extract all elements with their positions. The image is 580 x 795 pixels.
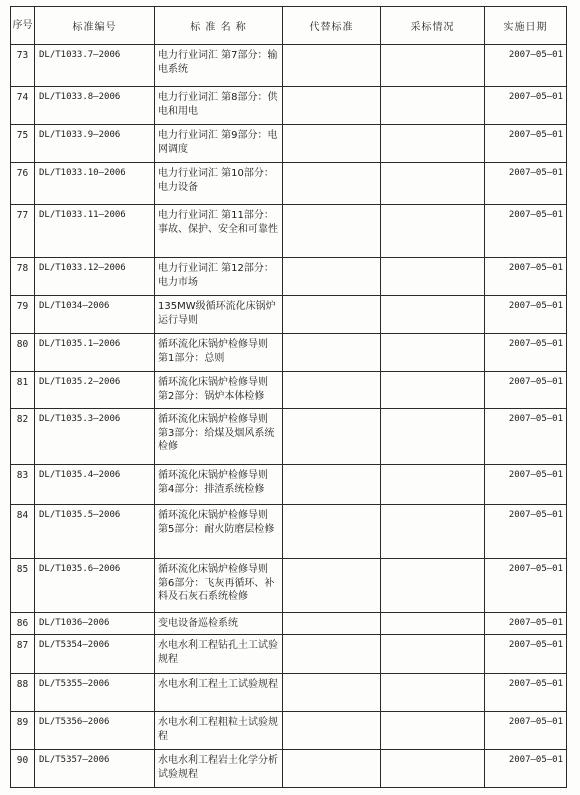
- standard-code: DL/T1033.10—2006: [35, 163, 155, 205]
- adoption-status: [381, 205, 485, 258]
- adoption-status: [381, 465, 485, 505]
- table-row: [11, 125, 567, 163]
- standard-code: DL/T1033.8—2006: [35, 87, 155, 125]
- standard-name: 循环流化床锅炉检修导则 第2部分：锅炉本体检修: [155, 372, 283, 409]
- standard-code: DL/T1035.2—2006: [35, 372, 155, 409]
- table-row: [11, 712, 567, 750]
- row-number: 77: [11, 205, 35, 258]
- standard-name: 水电水利工程钻孔土工试验规程: [155, 635, 283, 674]
- standard-code: DL/T1033.12—2006: [35, 258, 155, 296]
- standard-name: 电力行业词汇 第11部分：事故、保护、安全和可靠性: [155, 205, 283, 258]
- header-code: 标准编号: [35, 7, 155, 45]
- effective-date: 2007—05—01: [485, 372, 567, 409]
- standard-name: 循环流化床锅炉检修导则 第4部分：排渣系统检修: [155, 465, 283, 505]
- effective-date: 2007—05—01: [485, 613, 567, 635]
- row-number: 88: [11, 674, 35, 712]
- adoption-status: [381, 45, 485, 87]
- standard-code: DL/T1036—2006: [35, 613, 155, 635]
- table-row: [11, 750, 567, 788]
- row-number: 73: [11, 45, 35, 87]
- effective-date: 2007—05—01: [485, 712, 567, 750]
- standard-name: 水电水利工程粗粒土试验规程: [155, 712, 283, 750]
- table-row: [11, 465, 567, 505]
- effective-date: 2007—05—01: [485, 87, 567, 125]
- table-row: [11, 45, 567, 87]
- standard-name: 循环流化床锅炉检修导则 第1部分：总则: [155, 334, 283, 372]
- standard-code: DL/T1035.6—2006: [35, 559, 155, 613]
- adoption-status: [381, 163, 485, 205]
- table-row: [11, 635, 567, 674]
- row-number: 79: [11, 296, 35, 334]
- adoption-status: [381, 87, 485, 125]
- standard-name: 水电水利工程土工试验规程: [155, 674, 283, 712]
- standard-code: DL/T5354—2006: [35, 635, 155, 674]
- standard-name: 电力行业词汇 第8部分：供电和用电: [155, 87, 283, 125]
- table-header: [11, 7, 567, 45]
- standard-code: DL/T1033.9—2006: [35, 125, 155, 163]
- effective-date: 2007—05—01: [485, 505, 567, 559]
- row-number: 74: [11, 87, 35, 125]
- standard-name: 水电水利工程岩土化学分析试验规程: [155, 750, 283, 788]
- effective-date: 2007—05—01: [485, 559, 567, 613]
- effective-date: 2007—05—01: [485, 750, 567, 788]
- replaced-standard: [283, 258, 381, 296]
- effective-date: 2007—05—01: [485, 125, 567, 163]
- replaced-standard: [283, 635, 381, 674]
- standard-code: DL/T1035.3—2006: [35, 409, 155, 465]
- effective-date: 2007—05—01: [485, 334, 567, 372]
- adoption-status: [381, 635, 485, 674]
- standard-code: DL/T1035.1—2006: [35, 334, 155, 372]
- effective-date: 2007—05—01: [485, 205, 567, 258]
- adoption-status: [381, 505, 485, 559]
- adoption-status: [381, 296, 485, 334]
- effective-date: 2007—05—01: [485, 674, 567, 712]
- effective-date: 2007—05—01: [485, 635, 567, 674]
- standard-name: 135MW级循环流化床锅炉运行导则: [155, 296, 283, 334]
- table-row: [11, 372, 567, 409]
- table-row: [11, 334, 567, 372]
- effective-date: 2007—05—01: [485, 258, 567, 296]
- table-row: [11, 674, 567, 712]
- table-row: [11, 163, 567, 205]
- replaced-standard: [283, 45, 381, 87]
- effective-date: 2007—05—01: [485, 45, 567, 87]
- standard-code: DL/T5355—2006: [35, 674, 155, 712]
- adoption-status: [381, 613, 485, 635]
- replaced-standard: [283, 205, 381, 258]
- standard-code: DL/T1033.7—2006: [35, 45, 155, 87]
- replaced-standard: [283, 296, 381, 334]
- adoption-status: [381, 258, 485, 296]
- standard-name: 电力行业词汇 第10部分：电力设备: [155, 163, 283, 205]
- standard-code: DL/T1035.4—2006: [35, 465, 155, 505]
- effective-date: 2007—05—01: [485, 163, 567, 205]
- header-adoption: 采标情况: [381, 7, 485, 45]
- standard-name: 电力行业词汇 第12部分：电力市场: [155, 258, 283, 296]
- replaced-standard: [283, 613, 381, 635]
- table-row: [11, 505, 567, 559]
- effective-date: 2007—05—01: [485, 409, 567, 465]
- standard-name: 电力行业词汇 第9部分：电网调度: [155, 125, 283, 163]
- replaced-standard: [283, 125, 381, 163]
- replaced-standard: [283, 163, 381, 205]
- standard-code: DL/T1033.11—2006: [35, 205, 155, 258]
- row-number: 85: [11, 559, 35, 613]
- replaced-standard: [283, 465, 381, 505]
- standard-code: DL/T5357—2006: [35, 750, 155, 788]
- replaced-standard: [283, 559, 381, 613]
- standard-name: 电力行业词汇 第7部分：输电系统: [155, 45, 283, 87]
- standard-name: 循环流化床锅炉检修导则 第6部分：飞灰再循环、补料及石灰石系统检修: [155, 559, 283, 613]
- table-row: [11, 296, 567, 334]
- standard-name: 循环流化床锅炉检修导则 第5部分：耐火防磨层检修: [155, 505, 283, 559]
- adoption-status: [381, 409, 485, 465]
- adoption-status: [381, 125, 485, 163]
- row-number: 90: [11, 750, 35, 788]
- table-row: [11, 258, 567, 296]
- row-number: 83: [11, 465, 35, 505]
- row-number: 89: [11, 712, 35, 750]
- standard-code: DL/T1035.5—2006: [35, 505, 155, 559]
- replaced-standard: [283, 372, 381, 409]
- row-number: 82: [11, 409, 35, 465]
- header-replaces: 代替标准: [283, 7, 381, 45]
- standard-code: DL/T1034—2006: [35, 296, 155, 334]
- row-number: 81: [11, 372, 35, 409]
- standard-name: 变电设备巡检系统: [155, 613, 283, 635]
- replaced-standard: [283, 334, 381, 372]
- replaced-standard: [283, 750, 381, 788]
- adoption-status: [381, 334, 485, 372]
- effective-date: 2007—05—01: [485, 465, 567, 505]
- row-number: 86: [11, 613, 35, 635]
- standard-name: 循环流化床锅炉检修导则 第3部分：给煤及烟风系统检修: [155, 409, 283, 465]
- row-number: 76: [11, 163, 35, 205]
- row-number: 87: [11, 635, 35, 674]
- table-row: [11, 87, 567, 125]
- adoption-status: [381, 674, 485, 712]
- header-name: 标 准 名 称: [155, 7, 283, 45]
- replaced-standard: [283, 712, 381, 750]
- table-body: [11, 45, 567, 788]
- replaced-standard: [283, 505, 381, 559]
- table-row: [11, 559, 567, 613]
- effective-date: 2007—05—01: [485, 296, 567, 334]
- replaced-standard: [283, 674, 381, 712]
- table-row: [11, 613, 567, 635]
- adoption-status: [381, 750, 485, 788]
- row-number: 80: [11, 334, 35, 372]
- replaced-standard: [283, 409, 381, 465]
- row-number: 84: [11, 505, 35, 559]
- standard-code: DL/T5356—2006: [35, 712, 155, 750]
- table-row: [11, 409, 567, 465]
- standards-table: [10, 6, 567, 788]
- adoption-status: [381, 372, 485, 409]
- header-seq: 序号: [11, 7, 35, 45]
- table-row: [11, 205, 567, 258]
- row-number: 78: [11, 258, 35, 296]
- replaced-standard: [283, 87, 381, 125]
- adoption-status: [381, 712, 485, 750]
- adoption-status: [381, 559, 485, 613]
- header-row: [11, 7, 567, 45]
- header-date: 实施日期: [485, 7, 567, 45]
- row-number: 75: [11, 125, 35, 163]
